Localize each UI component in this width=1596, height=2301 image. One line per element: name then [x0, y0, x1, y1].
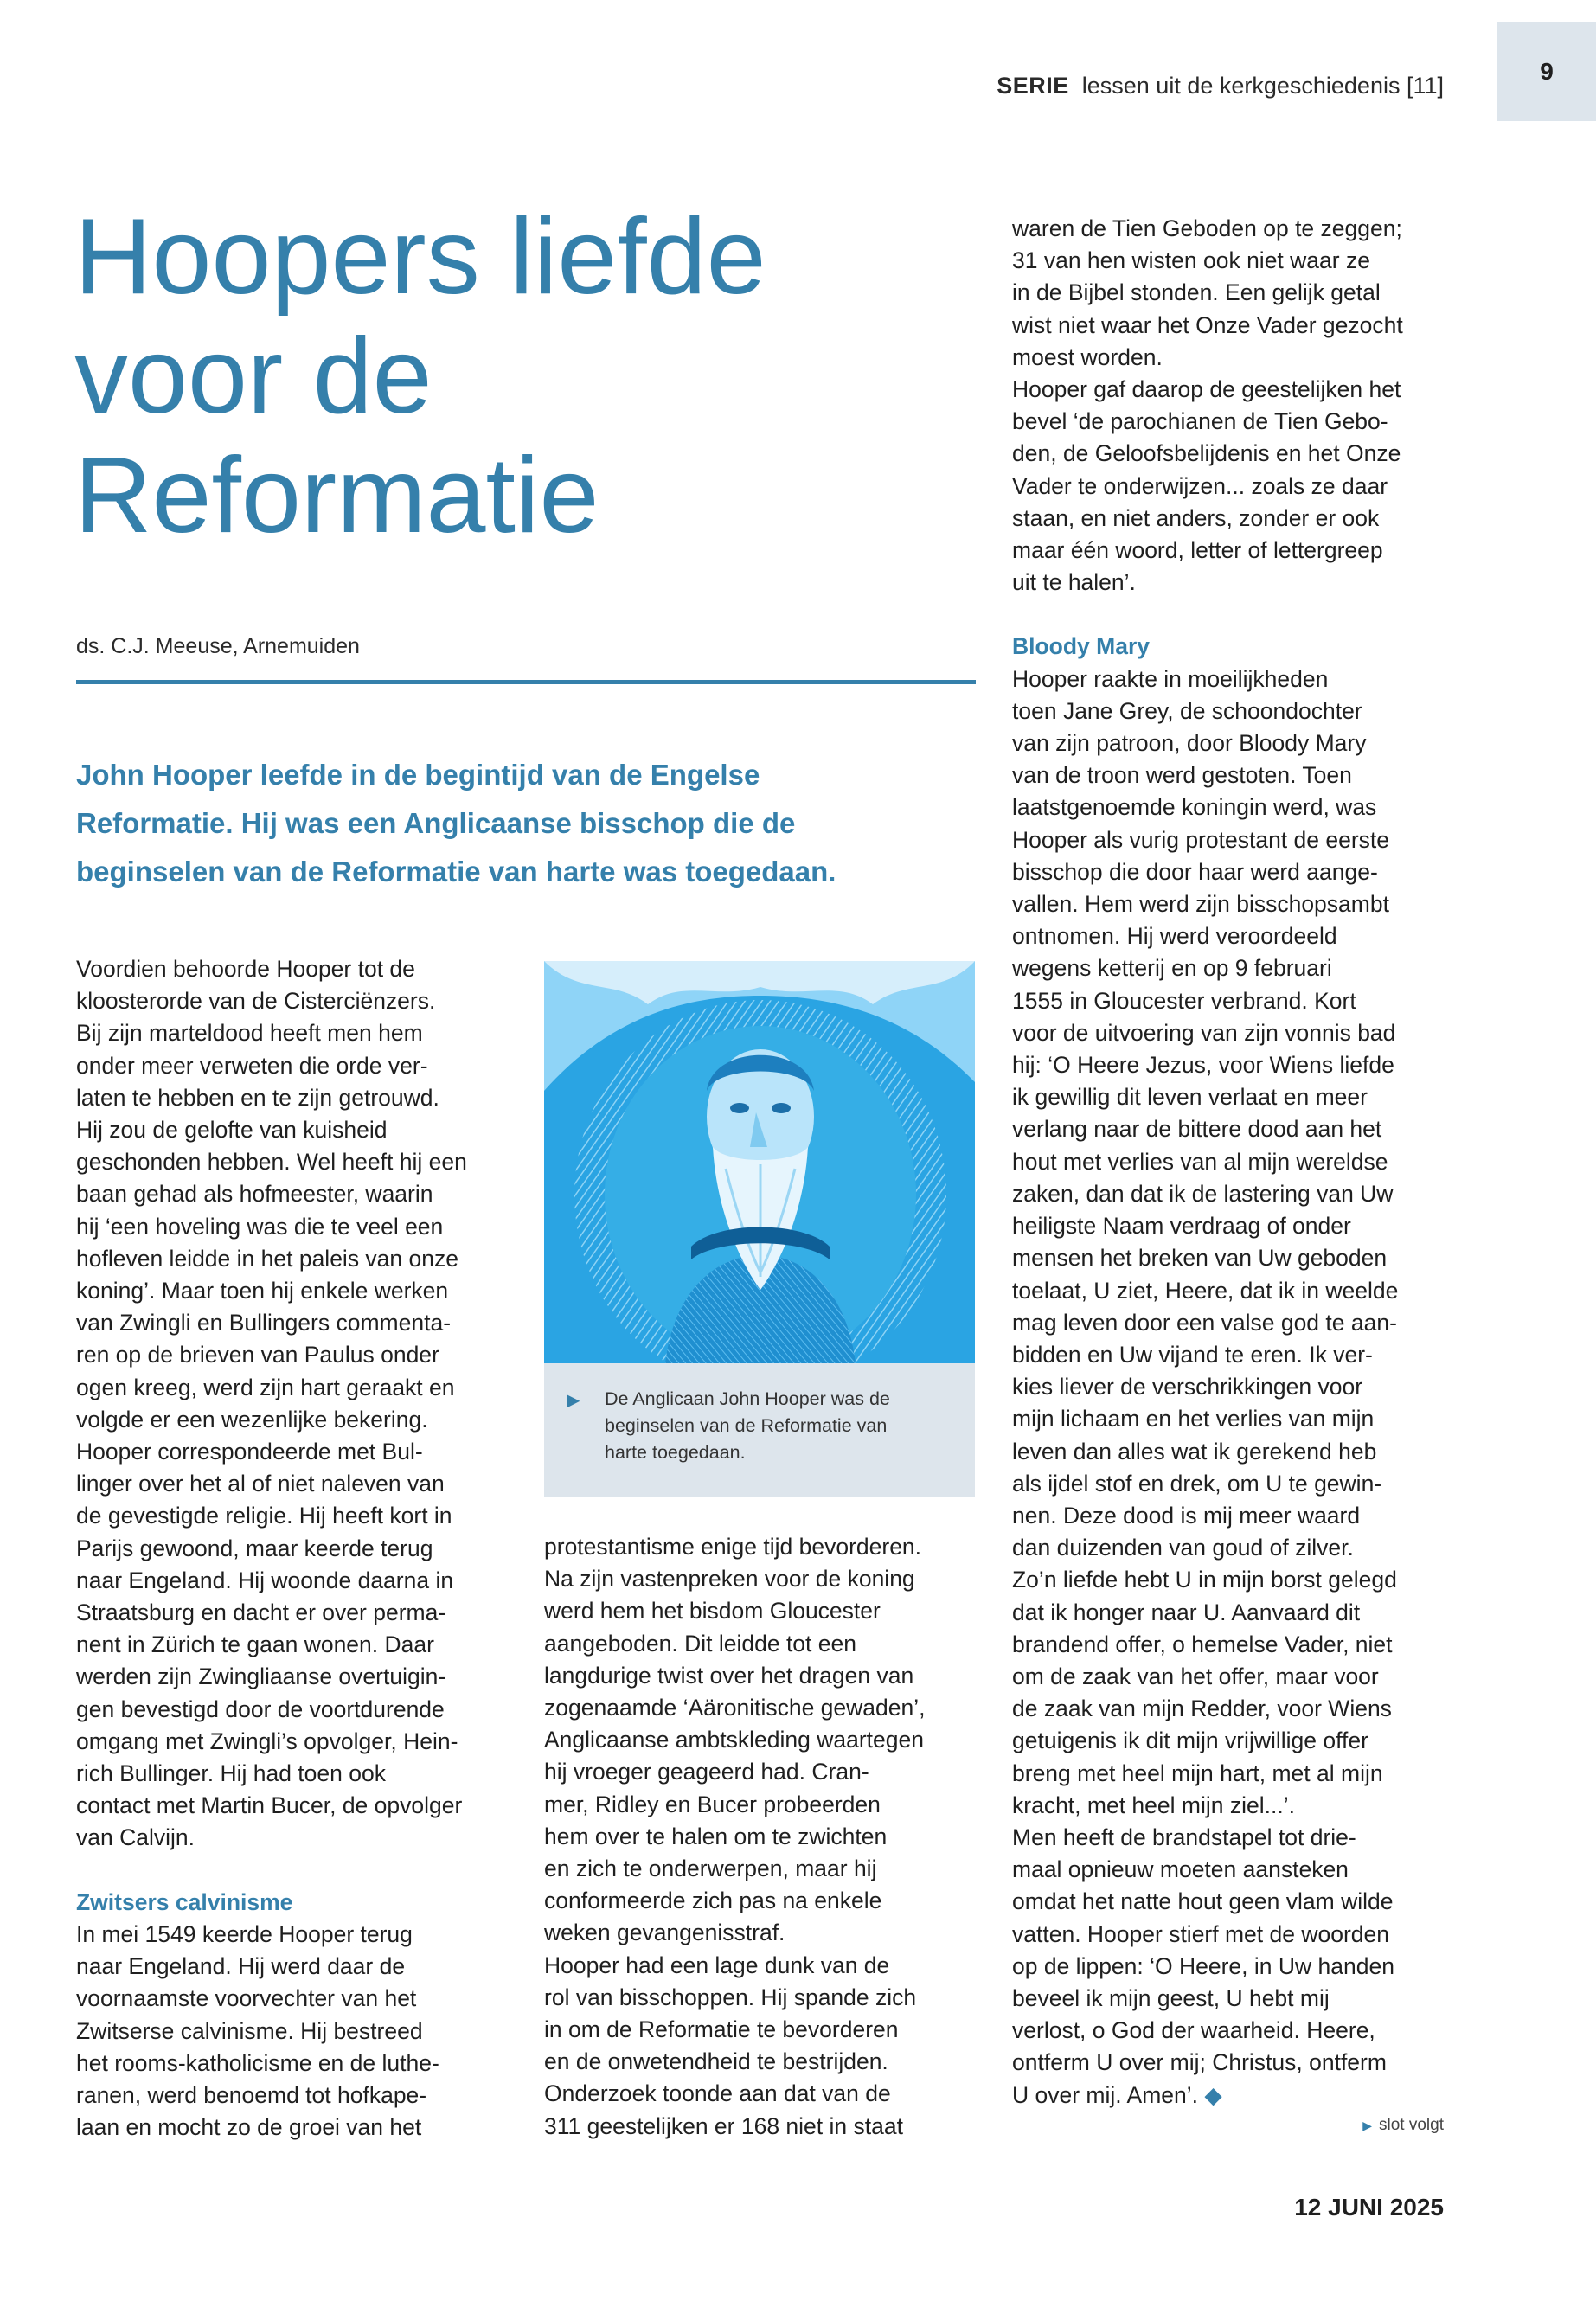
text-line: zaken, dan dat ik de lastering van Uw: [1012, 1180, 1394, 1207]
text-line: ik gewillig dit leven verlaat en meer: [1012, 1084, 1368, 1111]
text-line: laan en mocht zo de groei van het: [76, 2114, 422, 2141]
running-header: [997, 73, 1444, 99]
text-column-3: [1012, 213, 1449, 2112]
text-line: Parijs gewoond, maar keerde terug: [76, 1535, 433, 1561]
text-line: kies liever de verschrikkingen voor: [1012, 1374, 1363, 1400]
issue-date: 12 JUNI 2025: [1294, 2194, 1444, 2221]
text-line: weken gevangenisstraf.: [544, 1920, 785, 1946]
text-line: Hooper raakte in moeilijkheden: [1012, 665, 1329, 692]
intro-line: John Hooper leefde in de begintijd van de Engelse: [76, 759, 760, 791]
continued-note: [1362, 2116, 1444, 2135]
text-line: Hij zou de gelofte van kuisheid: [76, 1117, 388, 1144]
paragraph: [76, 1919, 513, 2144]
title-line: voor de: [74, 317, 433, 436]
text-line: voornaamste voorvechter van het: [76, 1985, 417, 2012]
text-line: langdurige twist over het dragen van: [544, 1662, 914, 1689]
text-line: in de Bijbel stonden. Een gelijk getal: [1012, 279, 1381, 306]
text-line: getuigenis ik dit mijn vrijwillige offer: [1012, 1727, 1368, 1754]
paragraph: [76, 953, 513, 1855]
text-line: den, de Geloofsbelijdenis en het Onze: [1012, 440, 1401, 467]
paragraph: [1012, 374, 1449, 599]
text-line: hem over te halen om te zwichten: [544, 1823, 888, 1849]
portrait-figure: [544, 961, 975, 1497]
text-column-2: [544, 1531, 977, 2143]
title-divider: [76, 680, 976, 684]
caption-line: harte toegedaan.: [605, 1442, 746, 1463]
text-line: verlang naar de bittere dood aan het: [1012, 1116, 1382, 1143]
page-number-tab: [1497, 22, 1596, 121]
text-line: staan, en niet anders, zonder er ook: [1012, 504, 1380, 531]
text-line: volgde er een wezenlijke bekering.: [76, 1406, 428, 1433]
text-line: Hooper als vurig protestant de eerste: [1012, 826, 1390, 853]
text-line: werden zijn Zwingliaanse overtuigin-: [76, 1663, 446, 1690]
text-line: van zijn patroon, door Bloody Mary: [1012, 730, 1367, 757]
text-line: rich Bullinger. Hij had toen ook: [76, 1760, 386, 1787]
text-line: brandend offer, o hemelse Vader, niet: [1012, 1631, 1393, 1657]
text-line: van Calvijn.: [76, 1824, 195, 1851]
article-intro: [76, 751, 984, 896]
text-line: ontferm U over mij; Christus, ontferm: [1012, 2049, 1387, 2076]
text-line: verlost, o God der waarheid. Heere,: [1012, 2017, 1375, 2044]
title-line: Hoopers liefde: [74, 197, 766, 317]
intro-line: beginselen van de Reformatie van harte was toegedaan.: [76, 856, 836, 888]
text-line: bidden en Uw vijand te eren. Ik ver-: [1012, 1341, 1373, 1368]
text-line: Voordien behoorde Hooper tot de: [76, 956, 415, 982]
text-line: Hooper gaf daarop de geestelijken het: [1012, 376, 1401, 403]
title-line: Reformatie: [74, 436, 599, 555]
text-line: wist niet waar het Onze Vader gezocht: [1012, 311, 1403, 338]
text-line: bevel ‘de parochianen de Tien Gebo-: [1012, 408, 1388, 435]
text-line: 311 geestelijken er 168 niet in staat: [544, 2112, 903, 2139]
text-line: van Zwingli en Bullingers commenta-: [76, 1310, 452, 1336]
text-line: de zaak van mijn Redder, voor Wiens: [1012, 1695, 1392, 1722]
caption-line: beginselen van de Reformatie van: [605, 1415, 888, 1436]
text-line: hout met verlies van al mijn wereldse: [1012, 1148, 1388, 1175]
text-line: dan duizenden van goud of zilver.: [1012, 1535, 1354, 1561]
text-line: linger over het al of niet naleven van: [76, 1471, 445, 1497]
text-line: laatstgenoemde koningin werd, was: [1012, 794, 1377, 821]
text-line: rol van bisschoppen. Hij spande zich: [544, 1984, 917, 2010]
continued-arrow-icon: ▶: [1362, 2118, 1373, 2132]
text-line: Hooper had een lage dunk van de: [544, 1952, 890, 1978]
text-line: 1555 in Gloucester verbrand. Kort: [1012, 987, 1356, 1014]
text-line: heiligste Naam verdraag of onder: [1012, 1213, 1351, 1240]
intro-line: Reformatie. Hij was een Anglicaanse bisschop die de: [76, 807, 796, 839]
text-line: nen. Deze dood is mij meer waard: [1012, 1502, 1361, 1529]
text-line: naar Engeland. Hij woonde daarna in: [76, 1567, 454, 1593]
text-line: ontnomen. Hij werd veroordeeld: [1012, 923, 1337, 950]
caption-arrow-icon: ▶: [567, 1391, 580, 1410]
text-line: toelaat, U ziet, Heere, dat ik in weelde: [1012, 1277, 1399, 1304]
text-line: zogenaamde ‘Aäronitische gewaden’,: [544, 1695, 926, 1721]
text-line: koning’. Maar toen hij enkele werken: [76, 1278, 449, 1304]
text-line: moest worden.: [1012, 343, 1163, 370]
text-line: bisschop die door haar werd aange-: [1012, 858, 1378, 885]
text-line: en de onwetendheid te bestrijden.: [544, 2048, 888, 2075]
text-column-1: [76, 953, 513, 2144]
page-number: 9: [1540, 57, 1554, 85]
text-line: omdat het natte hout geen vlam wilde: [1012, 1888, 1394, 1915]
text-line: dat ik honger naar U. Aanvaard dit: [1012, 1599, 1361, 1625]
text-line: hij ‘een hoveling was die te veel een: [76, 1213, 444, 1240]
paragraph: [1012, 663, 1449, 1822]
text-line: in om de Reformatie te bevorderen: [544, 2016, 899, 2043]
text-line: onder meer verweten die orde ver-: [76, 1052, 428, 1079]
article-author: ds. C.J. Meeuse, Arnemuiden: [76, 634, 360, 658]
text-line: op de lippen: ‘O Heere, in Uw handen: [1012, 1952, 1394, 1979]
text-line: leven dan alles wat ik gerekend heb: [1012, 1438, 1377, 1465]
text-line: aangeboden. Dit leidde tot een: [544, 1630, 856, 1657]
text-line: maar één woord, letter of lettergreep: [1012, 537, 1383, 564]
text-line: van de troon werd gestoten. Toen: [1012, 762, 1352, 789]
text-line: geschonden hebben. Wel heeft hij een: [76, 1149, 467, 1176]
text-line: mag leven door een valse god te aan-: [1012, 1309, 1397, 1336]
text-line: om de zaak van het offer, maar voor: [1012, 1663, 1379, 1689]
text-line: naar Engeland. Hij werd daar de: [76, 1953, 406, 1980]
caption-line: De Anglicaan John Hooper was de: [605, 1388, 890, 1409]
text-line: Straatsburg en dacht er over perma-: [76, 1599, 446, 1626]
text-line: ranen, werd benoemd tot hofkape-: [76, 2081, 427, 2108]
john-hooper-portrait-image: [544, 961, 975, 1363]
text-line: beveel ik mijn geest, U hebt mij: [1012, 1984, 1330, 2011]
text-line: baan gehad als hofmeester, waarin: [76, 1181, 433, 1208]
text-line: gen bevestigd door de voortdurende: [76, 1695, 445, 1722]
text-line: als ijdel stof en drek, om U te gewin-: [1012, 1470, 1382, 1497]
text-line: het rooms-katholicisme en de luthe-: [76, 2049, 439, 2076]
paragraph: [544, 1950, 977, 2143]
text-line: werd hem het bisdom Gloucester: [544, 1598, 881, 1625]
text-line: toen Jane Grey, de schoondochter: [1012, 697, 1362, 724]
text-line: mensen het breken van Uw geboden: [1012, 1245, 1388, 1272]
text-line: voor de uitvoering van zijn vonnis bad: [1012, 1019, 1396, 1046]
text-line: hofleven leidde in het paleis van onze: [76, 1245, 458, 1272]
continued-text: slot volgt: [1379, 2116, 1444, 2134]
text-line: hij vroeger geageerd had. Cran-: [544, 1759, 869, 1785]
text-line: 31 van hen wisten ook niet waar ze: [1012, 247, 1370, 274]
text-line: kracht, met heel mijn ziel...’.: [1012, 1791, 1295, 1818]
text-line: Anglicaanse ambtskleding waartegen: [544, 1727, 924, 1753]
text-line: omgang met Zwingli’s opvolger, Hein-: [76, 1727, 458, 1754]
text-line: mijn lichaam en het verlies van mijn: [1012, 1406, 1375, 1433]
text-line: U over mij. Amen’. ◆: [1012, 2081, 1222, 2108]
caption-text: [605, 1386, 954, 1466]
text-line: hij: ‘O Heere Jezus, voor Wiens liefde: [1012, 1052, 1394, 1079]
text-line: de gevestigde religie. Hij heeft kort in: [76, 1503, 452, 1529]
section-heading-bloody-mary: Bloody Mary: [1012, 633, 1151, 660]
text-line: Zo’n liefde hebt U in mijn borst gelegd: [1012, 1567, 1397, 1593]
text-line: nent in Zürich te gaan wonen. Daar: [76, 1631, 434, 1658]
text-line: breng met heel mijn hart, met al mijn: [1012, 1759, 1383, 1786]
text-line: kloosterorde van de Cisterciënzers.: [76, 988, 436, 1015]
text-line: Hooper correspondeerde met Bul-: [76, 1439, 423, 1465]
series-label: SERIE: [997, 73, 1069, 99]
text-line: waren de Tien Geboden op te zeggen;: [1012, 215, 1402, 241]
text-line: In mei 1549 keerde Hooper terug: [76, 1920, 413, 1947]
series-subtitle: lessen uit de kerkgeschiedenis [11]: [1081, 73, 1444, 99]
text-line: ogen kreeg, werd zijn hart geraakt en: [76, 1374, 455, 1400]
paragraph: [1012, 213, 1449, 374]
text-line: Na zijn vastenpreken voor de koning: [544, 1566, 915, 1593]
text-line: maal opnieuw moeten aansteken: [1012, 1856, 1349, 1883]
section-heading-zwitsers-calvinisme: Zwitsers calvinisme: [76, 1888, 293, 1915]
text-line: ren op de brieven van Paulus onder: [76, 1342, 439, 1368]
paragraph: [1012, 1822, 1449, 2112]
article-title: [74, 197, 974, 555]
text-line: Zwitserse calvinisme. Hij bestreed: [76, 2017, 423, 2044]
text-line: wegens ketterij en op 9 februari: [1012, 955, 1332, 982]
paragraph: [544, 1531, 977, 1950]
text-line: protestantisme enige tijd bevorderen.: [544, 1534, 922, 1560]
text-line: contact met Martin Bucer, de opvolger: [76, 1792, 463, 1819]
text-line: conformeerde zich pas na enkele: [544, 1888, 882, 1914]
figure-caption: [544, 1363, 975, 1497]
text-line: Onderzoek toonde aan dat van de: [544, 2080, 891, 2107]
text-line: mer, Ridley en Bucer probeerden: [544, 1791, 881, 1817]
text-line: vallen. Hem werd zijn bisschopsambt: [1012, 891, 1389, 918]
text-line: Men heeft de brandstapel tot drie-: [1012, 1823, 1356, 1850]
text-line: uit te halen’.: [1012, 569, 1136, 596]
text-line: laten te hebben en te zijn getrouwd.: [76, 1084, 439, 1111]
text-line: en zich te onderwerpen, maar hij: [544, 1856, 877, 1882]
text-line: Bij zijn marteldood heeft men hem: [76, 1020, 423, 1047]
text-line: Vader te onderwijzen... zoals ze daar: [1012, 472, 1388, 499]
text-line: vatten. Hooper stierf met de woorden: [1012, 1920, 1390, 1947]
end-diamond-icon: ◆: [1198, 2081, 1222, 2108]
